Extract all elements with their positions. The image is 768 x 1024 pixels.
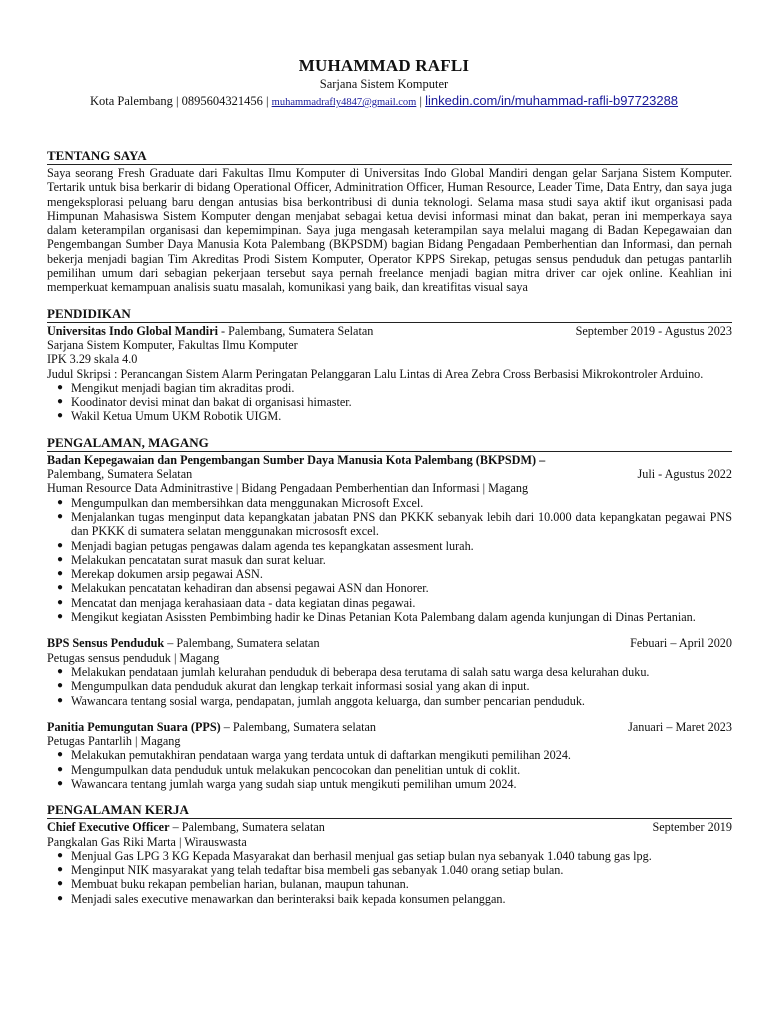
internship-org-line	[47, 453, 732, 467]
list-item: ● Wakil Ketua Umum UKM Robotik UIGM.	[71, 409, 732, 423]
list-item: ● Mengikut kegiatan Asissten Pembimbing hadir ke Dinas Petanian Kota Palembang dalam agenda kunjungan di Dinas Pertanian.	[71, 610, 732, 624]
internship-org: Panitia Pemungutan Suara (PPS)	[47, 719, 221, 734]
education-degree: Sarjana Sistem Komputer, Fakultas Ilmu Komputer	[47, 337, 298, 352]
list-item: ● Menginput NIK masyarakat yang telah tedaftar bisa membeli gas sebanyak 1.040 orang setiap bulan.	[71, 863, 732, 877]
list-item: ● Melakukan pencatatan kehadiran dan absensi pegawai ASN dan Honorer.	[71, 581, 732, 595]
internship-dates: Juli - Agustus 2022	[637, 467, 732, 482]
section-title-internship: PENGALAMAN, MAGANG	[47, 435, 732, 452]
education-location: - Palembang, Sumatera Selatan	[218, 323, 374, 338]
list-item: ● Koodinator devisi minat dan bakat di organisasi himaster.	[71, 395, 732, 409]
work-org-line	[47, 820, 325, 834]
education-header-row	[47, 324, 732, 338]
internship-location-row	[47, 467, 732, 481]
work-header-row	[47, 820, 732, 834]
internship-role: Human Resource Data Adminitrastive | Bidang Pengadaan Pemberhentian dan Informasi | Magang	[47, 481, 529, 496]
internship-bullets	[47, 748, 732, 791]
internship-entry-pps	[47, 720, 732, 791]
list-item: ● Wawancara tentang jumlah warga yang sudah siap untuk mengikuti pemilihan umum 2024.	[71, 777, 732, 791]
internship-location: Palembang, Sumatera Selatan	[47, 467, 193, 482]
internship-org: Badan Kepegawaian dan Pengembangan Sumber Daya Manusia Kota Palembang (BKPSDM)	[47, 452, 537, 467]
internship-dates: Febuari – April 2020	[630, 636, 732, 651]
internship-entry-bkpsdm	[47, 453, 732, 625]
about-paragraph: Saya seorang Fresh Graduate dari Fakultas Ilmu Komputer di Universitas Indo Global Mandiri dengan gelar Sarjana Sistem Komputer. Tertarik untuk bisa berkarir di bidang Operational Officer, Adminitration Officer, Human Resource, Leader Time, Data Entry, dan saya juga mengeksplorasi peluang baru dengan antusias bisa berkontribusi di dunia teknologi. Selama masa studi saya aktif ikut organisasi pada Himpunan Mahasiswa Sistem Komputer dengan menjabat sebagai ketua devisi informasi minat dan bakat, peran ini memperkaya saya dalam keterampilan organisasi dan kepemimpinan. Saya juga mengasah keterampilan saya melalui magang di Badan Kepegawaian dan Pengembangan Sumber Daya Manusia Kota Palembang (BKPSDM) bagian Bidang Pengadaan Pemberhentian dan Informasi, dan pernah bekerja menjadi bagian Tim Akreditas Prodi Sistem Komputer, Operator KPPS Sirekap, petugas sensus penduduk dan petugas pantarlih pemilihan umum dari sebagian pekerjaan tersebut saya pernah freelance menjadi bagian mitra driver car ojek online. Keahlian ini memperkuat kemampuan analisis suatu masalah, komunikasi yang baik, dan kreatifitas visual saya	[47, 166, 732, 295]
section-title-about: TENTANG SAYA	[47, 148, 732, 165]
education-bullets	[47, 381, 732, 424]
list-item: ● Melakukan pencatatan surat masuk dan surat keluar.	[71, 553, 732, 567]
list-item: ● Melakukan pendataan jumlah kelurahan penduduk di beberapa desa terutama di salah satu warga desa kelurahan duku.	[71, 665, 732, 679]
internship-header-row	[47, 636, 732, 650]
candidate-name: MUHAMMAD RAFLI	[298, 56, 470, 75]
internship-header-row	[47, 720, 732, 734]
internship-bullets	[47, 665, 732, 708]
contact-line	[74, 93, 694, 111]
list-item: ● Menjalankan tugas menginput data kepangkatan jabatan PNS dan PKKK sebanyak lebih dari 10.000 data kepangkatan pegawai PNS dan PKKK di sumatera selatan menggunakan micrososft excel.	[71, 510, 732, 539]
internship-entry-bps	[47, 636, 732, 707]
work-role: Pangkalan Gas Riki Marta | Wirauswasta	[47, 834, 247, 849]
email-link[interactable]: muhammadrafly4847@gmail.com	[271, 97, 417, 108]
list-item: ● Mengikut menjadi bagian tim akraditas prodi.	[71, 381, 732, 395]
work-position: Chief Executive Officer	[47, 820, 170, 835]
candidate-degree: Sarjana Sistem Komputer	[319, 77, 449, 91]
internship-role: Petugas sensus penduduk | Magang	[47, 650, 220, 665]
resume-body	[47, 148, 732, 906]
internship-role: Petugas Pantarlih | Magang	[47, 734, 181, 749]
internship-org: BPS Sensus Penduduk	[47, 636, 165, 651]
list-item: ● Membuat buku rekapan pembelian harian, bulanan, maupun tahunan.	[71, 877, 732, 891]
list-item: ● Mengumpulkan data penduduk akurat dan lengkap terkait informasi sosial yang akan di input.	[71, 679, 732, 693]
internship-location: – Palembang, Sumatera selatan	[220, 719, 377, 734]
list-item: ● Menjadi sales executive menawarkan dan berinteraksi baik kepada konsumen pelanggan.	[71, 892, 732, 906]
list-item: ● Melakukan pemutakhiran pendataan warga yang terdata untuk di daftarkan mengikuti pemilihan 2024.	[71, 748, 732, 762]
list-item: ● Mengumpulkan dan membersihkan data menggunakan Microsoft Excel.	[71, 496, 732, 510]
internship-org-line	[47, 636, 320, 650]
work-bullets	[47, 849, 732, 906]
linkedin-link[interactable]: linkedin.com/in/muhammad-rafli-b97723288	[425, 93, 679, 108]
section-title-education: PENDIDIKAN	[47, 306, 732, 323]
contact-separator: |	[419, 94, 422, 108]
internship-location: – Palembang, Sumatera selatan	[164, 636, 320, 651]
internship-org-line	[47, 720, 376, 734]
education-institution: Universitas Indo Global Mandiri	[47, 323, 218, 338]
contact-location-phone: Kota Palembang | 0895604321456 |	[89, 94, 269, 108]
entry-spacer	[47, 624, 732, 636]
list-item: ● Mengumpulkan data penduduk untuk melakukan pencocokan dan penelitian untuk di coklit.	[71, 763, 732, 777]
internship-org-dash: –	[536, 452, 546, 467]
entry-spacer	[47, 708, 732, 720]
list-item: ● Merekap dokumen arsip pegawai ASN.	[71, 567, 732, 581]
education-gpa: IPK 3.29 skala 4.0	[47, 352, 138, 367]
work-location: – Palembang, Sumatera selatan	[169, 820, 325, 835]
internship-bullets	[47, 496, 732, 625]
education-institution-line	[47, 324, 373, 338]
list-item: ● Menjual Gas LPG 3 KG Kepada Masyarakat dan berhasil menjual gas setiap bulan nya sebanyak 1.040 tabung gas lpg.	[71, 849, 732, 863]
education-dates: September 2019 - Agustus 2023	[575, 323, 732, 338]
education-thesis: Judul Skripsi : Perancangan Sistem Alarm Peringatan Pelanggaran Lalu Lintas di Area Zebra Cross Berbasisi Mikrokontroler Arduino.	[47, 366, 704, 381]
resume-header	[0, 56, 768, 111]
list-item: ● Wawancara tentang sosial warga, pendapatan, jumlah anggota keluarga, dan sumber pencarian penduduk.	[71, 694, 732, 708]
list-item: ● Mencatat dan menjaga kerahasiaan data - data kegiatan dinas pegawai.	[71, 596, 732, 610]
work-dates: September 2019	[652, 820, 732, 835]
internship-dates: Januari – Maret 2023	[628, 719, 732, 734]
section-title-work: PENGALAMAN KERJA	[47, 802, 732, 819]
list-item: ● Menjadi bagian petugas pengawas dalam agenda tes kepangkatan assesment lurah.	[71, 539, 732, 553]
